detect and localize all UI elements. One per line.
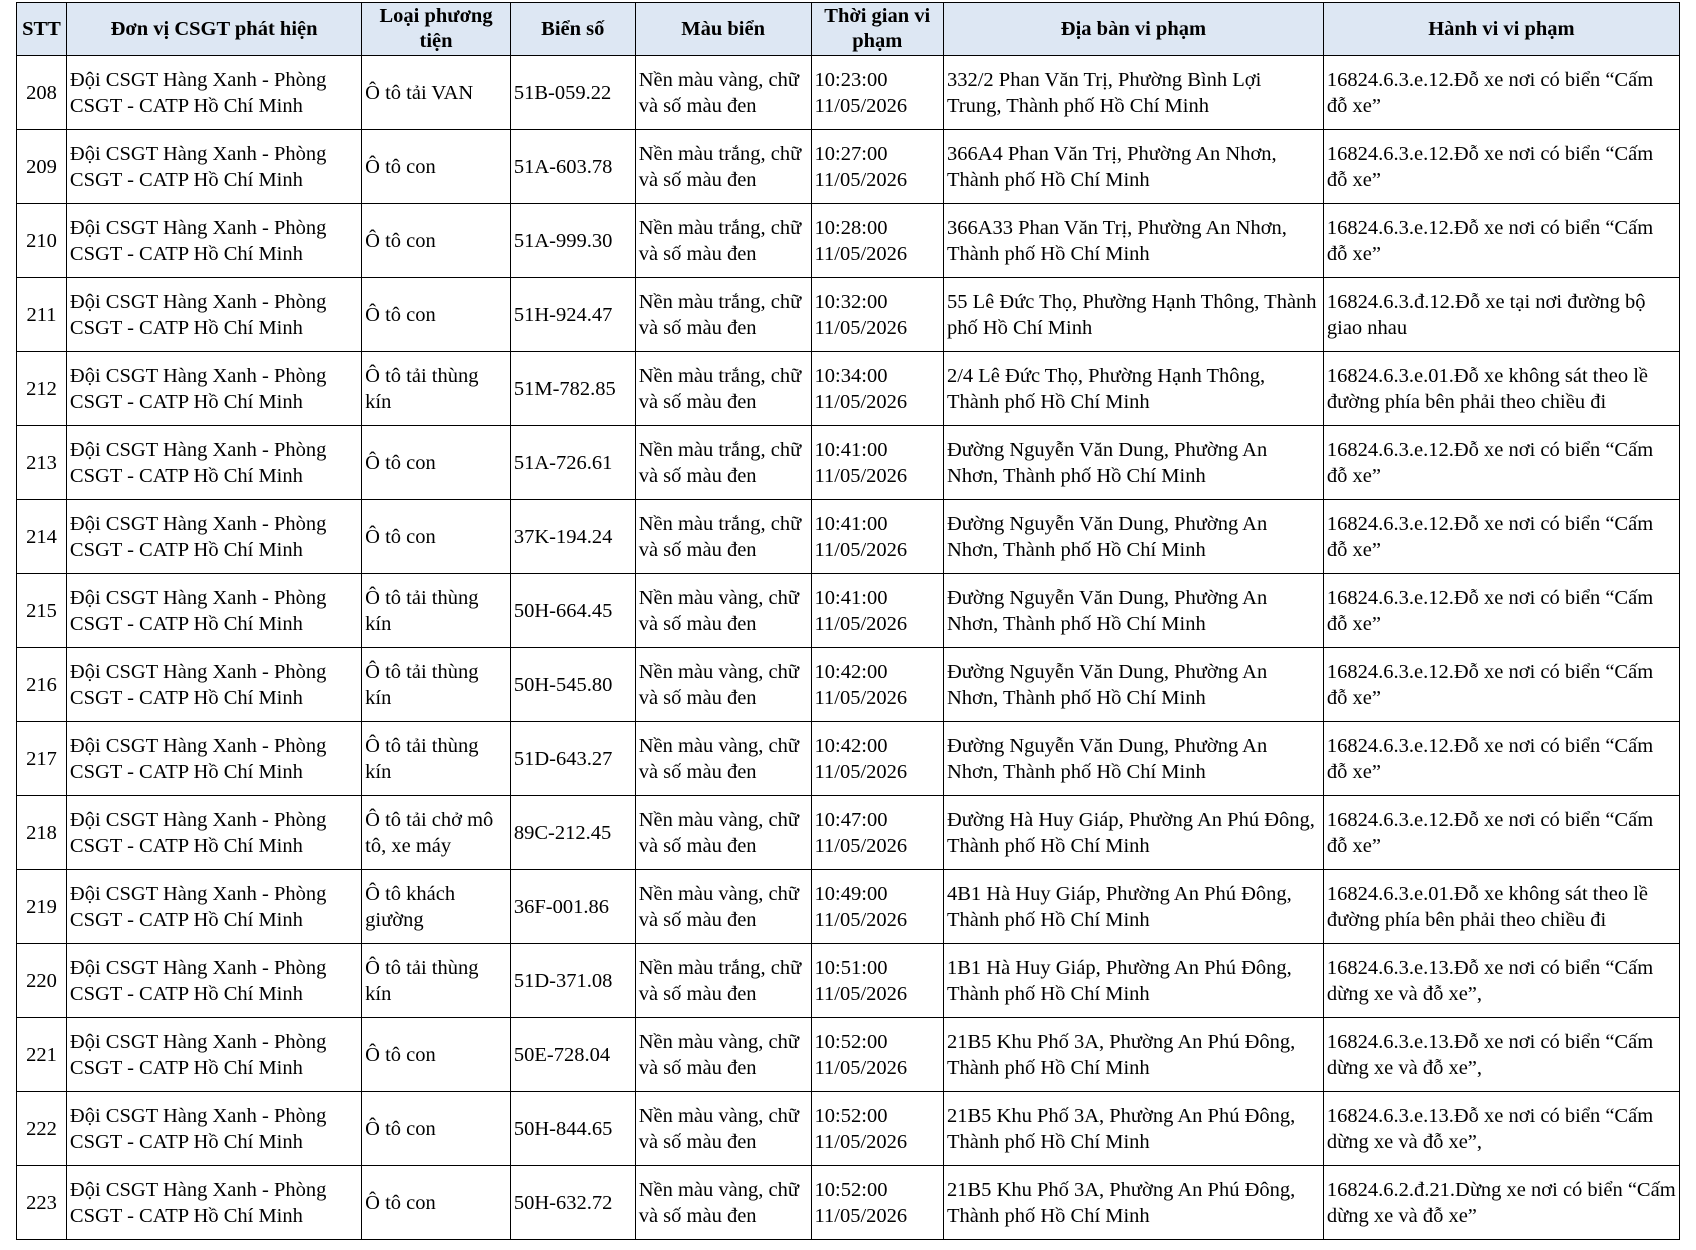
cell-location: 21B5 Khu Phố 3A, Phường An Phú Đông, Thành phố Hồ Chí Minh bbox=[943, 1018, 1323, 1092]
cell-violation: 16824.6.3.đ.12.Đỗ xe tại nơi đường bộ giao nhau bbox=[1323, 278, 1679, 352]
cell-plate: 51M-782.85 bbox=[510, 352, 635, 426]
table-row bbox=[17, 870, 1680, 944]
header-unit: Đơn vị CSGT phát hiện bbox=[66, 3, 361, 56]
cell-plate: 50H-664.45 bbox=[510, 574, 635, 648]
cell-time: 10:52:00 11/05/2026 bbox=[811, 1018, 943, 1092]
cell-violation: 16824.6.3.e.13.Đỗ xe nơi có biển “Cấm dừng xe và đỗ xe”, bbox=[1323, 1092, 1679, 1166]
cell-location: 2/4 Lê Đức Thọ, Phường Hạnh Thông, Thành phố Hồ Chí Minh bbox=[943, 352, 1323, 426]
cell-violation: 16824.6.3.e.13.Đỗ xe nơi có biển “Cấm dừng xe và đỗ xe”, bbox=[1323, 944, 1679, 1018]
cell-vehicle: Ô tô tải thùng kín bbox=[362, 722, 511, 796]
cell-location: 21B5 Khu Phố 3A, Phường An Phú Đông, Thành phố Hồ Chí Minh bbox=[943, 1092, 1323, 1166]
cell-vehicle: Ô tô tải thùng kín bbox=[362, 944, 511, 1018]
cell-time: 10:41:00 11/05/2026 bbox=[811, 574, 943, 648]
cell-stt: 208 bbox=[17, 56, 67, 130]
cell-stt: 212 bbox=[17, 352, 67, 426]
cell-plate: 51A-726.61 bbox=[510, 426, 635, 500]
cell-plate-color: Nền màu trắng, chữ và số màu đen bbox=[635, 352, 811, 426]
header-time: Thời gian vi phạm bbox=[811, 3, 943, 56]
cell-vehicle: Ô tô con bbox=[362, 426, 511, 500]
header-vehicle: Loại phương tiện bbox=[362, 3, 511, 56]
cell-violation: 16824.6.3.e.12.Đỗ xe nơi có biển “Cấm đỗ xe” bbox=[1323, 722, 1679, 796]
cell-location: Đường Hà Huy Giáp, Phường An Phú Đông, Thành phố Hồ Chí Minh bbox=[943, 796, 1323, 870]
cell-location: Đường Nguyễn Văn Dung, Phường An Nhơn, Thành phố Hồ Chí Minh bbox=[943, 574, 1323, 648]
cell-plate: 36F-001.86 bbox=[510, 870, 635, 944]
table-row bbox=[17, 56, 1680, 130]
cell-time: 10:32:00 11/05/2026 bbox=[811, 278, 943, 352]
cell-plate: 51H-924.47 bbox=[510, 278, 635, 352]
cell-location: Đường Nguyễn Văn Dung, Phường An Nhơn, Thành phố Hồ Chí Minh bbox=[943, 722, 1323, 796]
cell-vehicle: Ô tô con bbox=[362, 278, 511, 352]
cell-location: Đường Nguyễn Văn Dung, Phường An Nhơn, Thành phố Hồ Chí Minh bbox=[943, 648, 1323, 722]
cell-stt: 214 bbox=[17, 500, 67, 574]
cell-location: 1B1 Hà Huy Giáp, Phường An Phú Đông, Thành phố Hồ Chí Minh bbox=[943, 944, 1323, 1018]
cell-time: 10:42:00 11/05/2026 bbox=[811, 648, 943, 722]
cell-time: 10:41:00 11/05/2026 bbox=[811, 500, 943, 574]
cell-vehicle: Ô tô con bbox=[362, 1092, 511, 1166]
table-row bbox=[17, 278, 1680, 352]
cell-stt: 209 bbox=[17, 130, 67, 204]
cell-stt: 219 bbox=[17, 870, 67, 944]
cell-stt: 216 bbox=[17, 648, 67, 722]
cell-stt: 220 bbox=[17, 944, 67, 1018]
cell-unit: Đội CSGT Hàng Xanh - Phòng CSGT - CATP Hồ Chí Minh bbox=[66, 870, 361, 944]
cell-violation: 16824.6.3.e.01.Đỗ xe không sát theo lề đường phía bên phải theo chiều đi bbox=[1323, 352, 1679, 426]
header-violation: Hành vi vi phạm bbox=[1323, 3, 1679, 56]
table-row bbox=[17, 352, 1680, 426]
cell-plate-color: Nền màu vàng, chữ và số màu đen bbox=[635, 1018, 811, 1092]
cell-time: 10:47:00 11/05/2026 bbox=[811, 796, 943, 870]
cell-unit: Đội CSGT Hàng Xanh - Phòng CSGT - CATP Hồ Chí Minh bbox=[66, 944, 361, 1018]
cell-plate-color: Nền màu trắng, chữ và số màu đen bbox=[635, 278, 811, 352]
cell-location: 366A4 Phan Văn Trị, Phường An Nhơn, Thành phố Hồ Chí Minh bbox=[943, 130, 1323, 204]
cell-plate-color: Nền màu vàng, chữ và số màu đen bbox=[635, 1166, 811, 1240]
cell-violation: 16824.6.3.e.12.Đỗ xe nơi có biển “Cấm đỗ xe” bbox=[1323, 796, 1679, 870]
cell-unit: Đội CSGT Hàng Xanh - Phòng CSGT - CATP Hồ Chí Minh bbox=[66, 204, 361, 278]
cell-time: 10:41:00 11/05/2026 bbox=[811, 426, 943, 500]
table-row bbox=[17, 500, 1680, 574]
cell-unit: Đội CSGT Hàng Xanh - Phòng CSGT - CATP Hồ Chí Minh bbox=[66, 278, 361, 352]
cell-violation: 16824.6.3.e.12.Đỗ xe nơi có biển “Cấm đỗ xe” bbox=[1323, 56, 1679, 130]
header-plate: Biển số bbox=[510, 3, 635, 56]
cell-plate: 51D-371.08 bbox=[510, 944, 635, 1018]
cell-violation: 16824.6.2.đ.21.Dừng xe nơi có biển “Cấm dừng xe và đỗ xe” bbox=[1323, 1166, 1679, 1240]
cell-plate: 51A-603.78 bbox=[510, 130, 635, 204]
cell-plate: 50H-844.65 bbox=[510, 1092, 635, 1166]
cell-violation: 16824.6.3.e.12.Đỗ xe nơi có biển “Cấm đỗ xe” bbox=[1323, 500, 1679, 574]
table-row bbox=[17, 796, 1680, 870]
cell-plate: 51A-999.30 bbox=[510, 204, 635, 278]
cell-plate: 37K-194.24 bbox=[510, 500, 635, 574]
cell-plate-color: Nền màu vàng, chữ và số màu đen bbox=[635, 574, 811, 648]
cell-plate-color: Nền màu vàng, chữ và số màu đen bbox=[635, 796, 811, 870]
cell-vehicle: Ô tô tải chở mô tô, xe máy bbox=[362, 796, 511, 870]
cell-time: 10:52:00 11/05/2026 bbox=[811, 1092, 943, 1166]
table-body bbox=[17, 56, 1680, 1240]
cell-unit: Đội CSGT Hàng Xanh - Phòng CSGT - CATP Hồ Chí Minh bbox=[66, 1018, 361, 1092]
cell-vehicle: Ô tô khách giường bbox=[362, 870, 511, 944]
cell-plate: 51D-643.27 bbox=[510, 722, 635, 796]
cell-plate: 50H-545.80 bbox=[510, 648, 635, 722]
cell-unit: Đội CSGT Hàng Xanh - Phòng CSGT - CATP Hồ Chí Minh bbox=[66, 56, 361, 130]
header-row bbox=[17, 3, 1680, 56]
cell-location: 332/2 Phan Văn Trị, Phường Bình Lợi Trung, Thành phố Hồ Chí Minh bbox=[943, 56, 1323, 130]
cell-stt: 213 bbox=[17, 426, 67, 500]
cell-vehicle: Ô tô tải thùng kín bbox=[362, 352, 511, 426]
table-row bbox=[17, 574, 1680, 648]
header-stt: STT bbox=[17, 3, 67, 56]
cell-unit: Đội CSGT Hàng Xanh - Phòng CSGT - CATP Hồ Chí Minh bbox=[66, 648, 361, 722]
cell-plate-color: Nền màu trắng, chữ và số màu đen bbox=[635, 204, 811, 278]
table-row bbox=[17, 1018, 1680, 1092]
cell-plate-color: Nền màu trắng, chữ và số màu đen bbox=[635, 130, 811, 204]
cell-plate-color: Nền màu vàng, chữ và số màu đen bbox=[635, 1092, 811, 1166]
cell-unit: Đội CSGT Hàng Xanh - Phòng CSGT - CATP Hồ Chí Minh bbox=[66, 426, 361, 500]
table-row bbox=[17, 1166, 1680, 1240]
cell-time: 10:51:00 11/05/2026 bbox=[811, 944, 943, 1018]
cell-stt: 217 bbox=[17, 722, 67, 796]
cell-vehicle: Ô tô con bbox=[362, 500, 511, 574]
cell-time: 10:23:00 11/05/2026 bbox=[811, 56, 943, 130]
table-row bbox=[17, 130, 1680, 204]
cell-unit: Đội CSGT Hàng Xanh - Phòng CSGT - CATP Hồ Chí Minh bbox=[66, 352, 361, 426]
cell-location: 55 Lê Đức Thọ, Phường Hạnh Thông, Thành phố Hồ Chí Minh bbox=[943, 278, 1323, 352]
cell-time: 10:27:00 11/05/2026 bbox=[811, 130, 943, 204]
table-row bbox=[17, 648, 1680, 722]
table-row bbox=[17, 1092, 1680, 1166]
cell-location: Đường Nguyễn Văn Dung, Phường An Nhơn, Thành phố Hồ Chí Minh bbox=[943, 500, 1323, 574]
cell-violation: 16824.6.3.e.12.Đỗ xe nơi có biển “Cấm đỗ xe” bbox=[1323, 130, 1679, 204]
cell-plate-color: Nền màu vàng, chữ và số màu đen bbox=[635, 722, 811, 796]
cell-stt: 218 bbox=[17, 796, 67, 870]
cell-plate: 51B-059.22 bbox=[510, 56, 635, 130]
table-row bbox=[17, 204, 1680, 278]
cell-unit: Đội CSGT Hàng Xanh - Phòng CSGT - CATP Hồ Chí Minh bbox=[66, 796, 361, 870]
cell-time: 10:49:00 11/05/2026 bbox=[811, 870, 943, 944]
cell-location: 4B1 Hà Huy Giáp, Phường An Phú Đông, Thành phố Hồ Chí Minh bbox=[943, 870, 1323, 944]
cell-unit: Đội CSGT Hàng Xanh - Phòng CSGT - CATP Hồ Chí Minh bbox=[66, 722, 361, 796]
table-row bbox=[17, 944, 1680, 1018]
cell-stt: 221 bbox=[17, 1018, 67, 1092]
cell-vehicle: Ô tô con bbox=[362, 204, 511, 278]
cell-unit: Đội CSGT Hàng Xanh - Phòng CSGT - CATP Hồ Chí Minh bbox=[66, 1166, 361, 1240]
cell-unit: Đội CSGT Hàng Xanh - Phòng CSGT - CATP Hồ Chí Minh bbox=[66, 574, 361, 648]
cell-stt: 215 bbox=[17, 574, 67, 648]
cell-location: 21B5 Khu Phố 3A, Phường An Phú Đông, Thành phố Hồ Chí Minh bbox=[943, 1166, 1323, 1240]
cell-vehicle: Ô tô tải thùng kín bbox=[362, 574, 511, 648]
cell-plate: 89C-212.45 bbox=[510, 796, 635, 870]
cell-time: 10:42:00 11/05/2026 bbox=[811, 722, 943, 796]
cell-plate-color: Nền màu trắng, chữ và số màu đen bbox=[635, 944, 811, 1018]
cell-time: 10:52:00 11/05/2026 bbox=[811, 1166, 943, 1240]
cell-unit: Đội CSGT Hàng Xanh - Phòng CSGT - CATP Hồ Chí Minh bbox=[66, 500, 361, 574]
cell-vehicle: Ô tô con bbox=[362, 1166, 511, 1240]
cell-plate-color: Nền màu trắng, chữ và số màu đen bbox=[635, 426, 811, 500]
cell-stt: 211 bbox=[17, 278, 67, 352]
cell-plate-color: Nền màu vàng, chữ và số màu đen bbox=[635, 56, 811, 130]
cell-violation: 16824.6.3.e.12.Đỗ xe nơi có biển “Cấm đỗ xe” bbox=[1323, 574, 1679, 648]
cell-violation: 16824.6.3.e.01.Đỗ xe không sát theo lề đường phía bên phải theo chiều đi bbox=[1323, 870, 1679, 944]
cell-plate-color: Nền màu vàng, chữ và số màu đen bbox=[635, 870, 811, 944]
cell-time: 10:28:00 11/05/2026 bbox=[811, 204, 943, 278]
cell-plate-color: Nền màu vàng, chữ và số màu đen bbox=[635, 648, 811, 722]
cell-violation: 16824.6.3.e.12.Đỗ xe nơi có biển “Cấm đỗ xe” bbox=[1323, 426, 1679, 500]
table-row bbox=[17, 722, 1680, 796]
cell-vehicle: Ô tô con bbox=[362, 130, 511, 204]
violations-table bbox=[16, 2, 1680, 1240]
cell-violation: 16824.6.3.e.13.Đỗ xe nơi có biển “Cấm dừng xe và đỗ xe”, bbox=[1323, 1018, 1679, 1092]
cell-vehicle: Ô tô tải VAN bbox=[362, 56, 511, 130]
cell-vehicle: Ô tô tải thùng kín bbox=[362, 648, 511, 722]
cell-location: 366A33 Phan Văn Trị, Phường An Nhơn, Thành phố Hồ Chí Minh bbox=[943, 204, 1323, 278]
cell-time: 10:34:00 11/05/2026 bbox=[811, 352, 943, 426]
cell-plate-color: Nền màu trắng, chữ và số màu đen bbox=[635, 500, 811, 574]
cell-stt: 210 bbox=[17, 204, 67, 278]
header-location: Địa bàn vi phạm bbox=[943, 3, 1323, 56]
cell-stt: 223 bbox=[17, 1166, 67, 1240]
table-row bbox=[17, 426, 1680, 500]
cell-violation: 16824.6.3.e.12.Đỗ xe nơi có biển “Cấm đỗ xe” bbox=[1323, 204, 1679, 278]
cell-location: Đường Nguyễn Văn Dung, Phường An Nhơn, Thành phố Hồ Chí Minh bbox=[943, 426, 1323, 500]
cell-violation: 16824.6.3.e.12.Đỗ xe nơi có biển “Cấm đỗ xe” bbox=[1323, 648, 1679, 722]
cell-unit: Đội CSGT Hàng Xanh - Phòng CSGT - CATP Hồ Chí Minh bbox=[66, 130, 361, 204]
cell-stt: 222 bbox=[17, 1092, 67, 1166]
cell-plate: 50H-632.72 bbox=[510, 1166, 635, 1240]
cell-unit: Đội CSGT Hàng Xanh - Phòng CSGT - CATP Hồ Chí Minh bbox=[66, 1092, 361, 1166]
header-plate-color: Màu biển bbox=[635, 3, 811, 56]
cell-plate: 50E-728.04 bbox=[510, 1018, 635, 1092]
cell-vehicle: Ô tô con bbox=[362, 1018, 511, 1092]
